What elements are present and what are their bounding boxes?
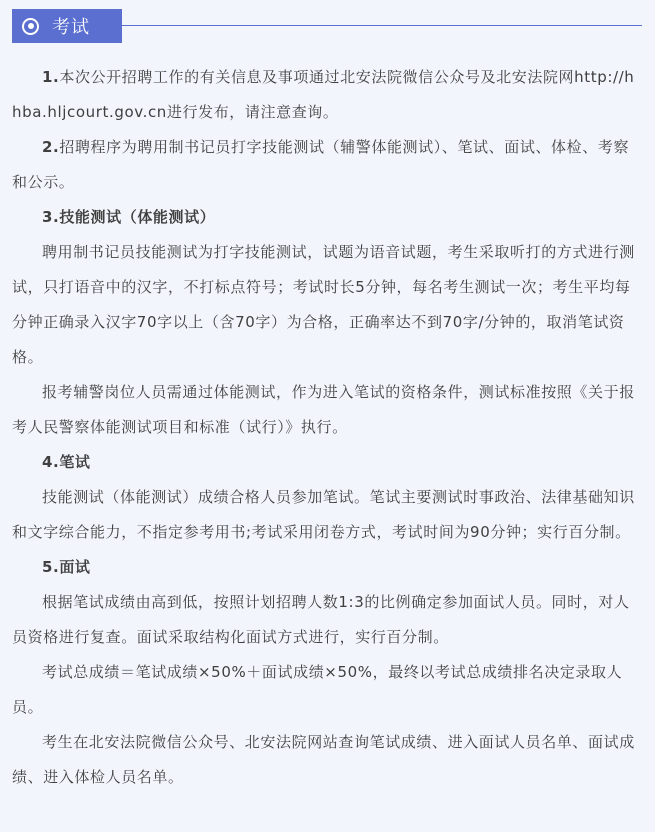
paragraph-score-query: 考生在北安法院微信公众号、北安法院网站查询笔试成绩、进入面试人员名单、面试成绩、进入体检人员名单。 bbox=[12, 733, 635, 786]
paragraph-skill-test-clerk: 聘用制书记员技能测试为打字技能测试，试题为语音试题，考生采取听打的方式进行测试，只打语音中的汉字，不打标点符号；考试时长5分钟，每名考生测试一次；考生平均每分钟正确录入汉字70字以上（含70字）为合格，正确率达不到70字/分钟的，取消笔试资格。 bbox=[12, 243, 635, 366]
target-circle-icon bbox=[22, 18, 39, 35]
section-title: 考试 bbox=[52, 17, 90, 38]
paragraph-number: 1. bbox=[42, 68, 60, 86]
paragraph-text: 本次公开招聘工作的有关信息及事项通过北安法院微信公众号及北安法院网http://hhba.hljcourt.gov.cn进行发布，请注意查询。 bbox=[12, 68, 635, 121]
header-divider bbox=[122, 25, 642, 26]
paragraph-number: 2. bbox=[42, 138, 60, 156]
paragraph-1 bbox=[12, 60, 642, 130]
section-heading-interview: 5.面试 bbox=[42, 558, 91, 576]
paragraph-written-exam: 技能测试（体能测试）成绩合格人员参加笔试。笔试主要测试时事政治、法律基础知识和文字综合能力，不指定参考用书;考试采用闭卷方式，考试时间为90分钟；实行百分制。 bbox=[12, 488, 635, 541]
paragraph-skill-test-police: 报考辅警岗位人员需通过体能测试，作为进入笔试的资格条件，测试标准按照《关于报考人民警察体能测试项目和标准（试行）》执行。 bbox=[12, 383, 635, 436]
article-body bbox=[12, 60, 642, 795]
section-header bbox=[12, 9, 122, 43]
paragraph-interview: 根据笔试成绩由高到低，按照计划招聘人数1:3的比例确定参加面试人员。同时，对人员资格进行复查。面试采取结构化面试方式进行，实行百分制。 bbox=[12, 593, 630, 646]
section-heading-written-exam: 4.笔试 bbox=[42, 453, 91, 471]
paragraph-2 bbox=[12, 130, 642, 200]
section-heading-skill-test: 3.技能测试（体能测试） bbox=[42, 208, 216, 226]
paragraph-text: 招聘程序为聘用制书记员打字技能测试（辅警体能测试）、笔试、面试、体检、考察和公示。 bbox=[12, 138, 630, 191]
paragraph-total-score: 考试总成绩＝笔试成绩×50%＋面试成绩×50%，最终以考试总成绩排名决定录取人员。 bbox=[12, 663, 623, 716]
